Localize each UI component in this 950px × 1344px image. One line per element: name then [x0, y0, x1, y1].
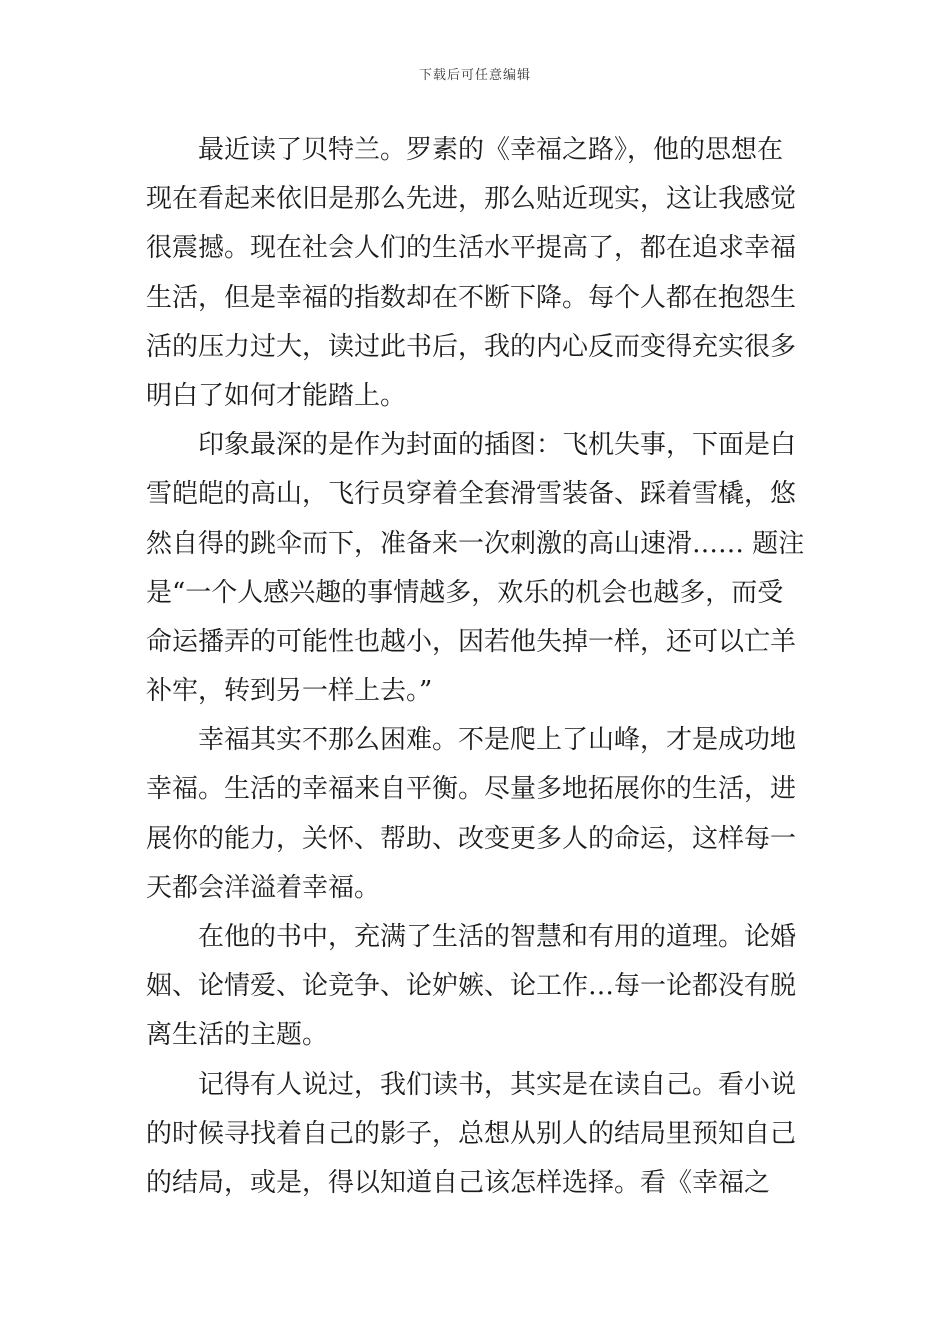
text-line: 展你的能力，关怀、帮助、改变更多人的命运，这样每一 — [146, 823, 797, 854]
text-line: 活的压力过大，读过此书后，我的内心反而变得充实很多 — [146, 331, 797, 362]
text-line: 天都会洋溢着幸福。 — [146, 872, 381, 903]
text-line: 离生活的主题。 — [146, 1020, 329, 1051]
text-line: 记得有人说过，我们读书，其实是在读自己。看小说 — [198, 1069, 797, 1100]
text-line: 的时候寻找着自己的影子，总想从别人的结局里预知自己 — [146, 1118, 797, 1149]
text-line: 很震撼。现在社会人们的生活水平提高了，都在追求幸福 — [146, 233, 797, 264]
text-line: 然自得的跳伞而下，准备来一次刺激的高山速滑…… 题注 — [146, 528, 805, 559]
body-text — [146, 126, 808, 1208]
text-line: 命运播弄的可能性也越小，因若他失掉一样，还可以亡羊 — [146, 626, 797, 657]
text-line: 补牢，转到另一样上去。” — [146, 676, 433, 707]
text-line: 是“一个人感兴趣的事情越多，欢乐的机会也越多，而受 — [146, 577, 784, 608]
text-line: 姻、论情爱、论竞争、论妒嫉、论工作…每一论都没有脱 — [146, 971, 797, 1002]
text-line: 雪皑皑的高山，飞行员穿着全套滑雪装备、踩着雪橇，悠 — [146, 479, 797, 510]
text-line: 明白了如何才能踏上。 — [146, 380, 407, 411]
text-line: 幸福。生活的幸福来自平衡。尽量多地拓展你的生活，进 — [146, 774, 797, 805]
page-header: 下载后可任意编辑 — [418, 68, 531, 83]
text-line: 的结局，或是，得以知道自己该怎样选择。看《幸福之 — [146, 1167, 771, 1198]
text-line: 幸福其实不那么困难。不是爬上了山峰，才是成功地 — [198, 725, 797, 756]
text-line: 最近读了贝特兰。罗素的《幸福之路》，他的思想在 — [198, 135, 784, 165]
text-line: 现在看起来依旧是那么先进，那么贴近现实，这让我感觉 — [146, 184, 797, 215]
text-line: 在他的书中，充满了生活的智慧和有用的道理。论婚 — [198, 922, 797, 952]
text-line: 印象最深的是作为封面的插图：飞机失事，下面是白 — [198, 430, 797, 461]
text-line: 生活，但是幸福的指数却在不断下降。每个人都在抱怨生 — [146, 282, 797, 313]
